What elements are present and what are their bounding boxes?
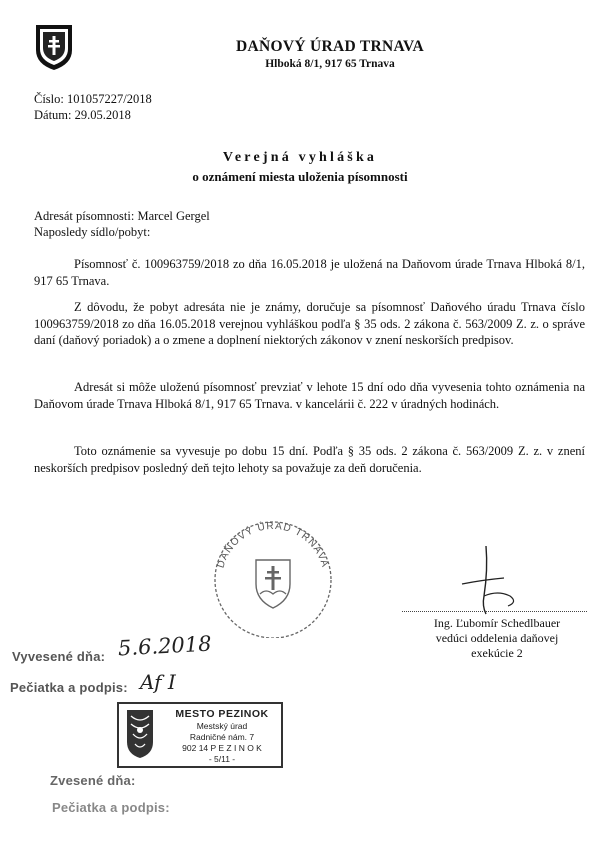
town-office-stamp (117, 702, 283, 768)
town-stamp-postcode: 902 14 P E Z I N O K (182, 743, 262, 753)
signature-line (402, 611, 587, 612)
round-stamp-text: DAŇOVÝ ÚRAD TRNAVA (215, 520, 331, 570)
handwritten-signature-mark: Af I (140, 670, 176, 694)
signer-signature (398, 540, 598, 620)
signer-name: Ing. Ľubomír Schedlbauer (433, 616, 561, 630)
paragraph-storage: Písomnosť č. 100963759/2018 zo dňa 16.05.2018 je uložená na Daňovom úrade Trnava Hlboká 8/1, 917 65 Trnava. (34, 257, 585, 288)
paragraph-delivery: Z dôvodu, že pobyt adresáta nie je známy, doručuje sa písomnosť Daňového úradu Trnava číslo 100963759/2018 zo dňa 16.05.2018 verejnou vyhláškou podľa § 35 ods. 2 zákona č. 563/2009 Z. z. o správe daní (daňový poriadok) a o zmene a doplnení niektorých zákonov v znení neskorších predpisov. (34, 300, 585, 347)
document-subtitle: o oznámení miesta uloženia písomnosti (192, 169, 408, 184)
org-name: DAŇOVÝ ÚRAD TRNAVA (236, 38, 424, 55)
signer-position-2: exekúcie 2 (471, 646, 523, 660)
removed-stamp-label: Pečiatka a podpis: (52, 800, 170, 815)
town-stamp-office: Mestský úrad (196, 721, 248, 731)
round-official-stamp (208, 518, 338, 638)
tax-authority-emblem-icon (33, 22, 75, 72)
document-title: Verejná vyhláška (222, 150, 378, 165)
svg-text:DAŇOVÝ ÚRAD TRNAVA (216, 519, 331, 569)
paragraph-duration: Toto oznámenie sa vyvesuje po dobu 15 dní. Podľa § 35 ods. 2 zákona č. 563/2009 Z. z. v znení neskorších predpisov posledný deň tejto lehoty sa považuje za deň doručenia. (34, 444, 585, 475)
town-stamp-street: Radničné nám. 7 (189, 732, 255, 742)
paragraph-pickup: Adresát si môže uloženú písomnosť prevziať v lehote 15 dní odo dňa vyvesenia tohto oznámenia na Daňovom úrade Trnava Hlboká 8/1, 917 65 Trnava. v kancelárii č. 222 v úradných hodinách. (34, 380, 585, 411)
posted-date-value: 5.6.2018 (117, 631, 213, 661)
addressee-name: Adresát písomnosti: Marcel Gergel (34, 209, 210, 223)
town-stamp-ref: - 5/11 - (208, 754, 236, 764)
town-stamp-title: MESTO PEZINOK (175, 708, 269, 720)
removed-date-label: Zvesené dňa: (50, 773, 136, 788)
stamp-and-signature-label: Pečiatka a podpis: (10, 680, 128, 695)
document-date: Dátum: 29.05.2018 (34, 108, 131, 122)
document-number: Číslo: 101057227/2018 (34, 92, 152, 106)
addressee-residence: Naposledy sídlo/pobyt: (34, 225, 151, 239)
town-coat-of-arms-icon (125, 708, 155, 760)
org-address: Hlboká 8/1, 917 65 Trnava (265, 58, 395, 70)
posted-date-label: Vyvesené dňa: (12, 649, 106, 664)
signer-position: vedúci oddelenia daňovej (435, 631, 559, 645)
